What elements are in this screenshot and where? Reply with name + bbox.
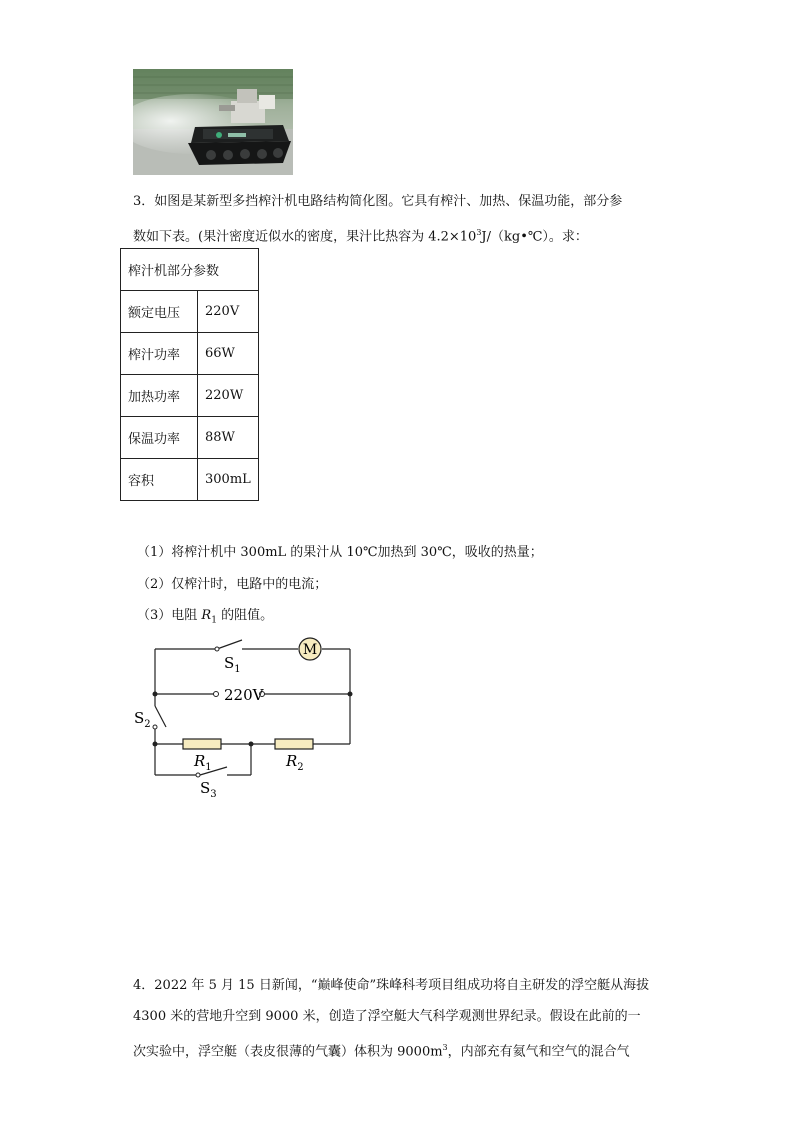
- q4-line3-text: 次实验中，浮空艇（表皮很薄的气囊）体积为 9000m: [133, 1044, 443, 1060]
- r1-label: [193, 752, 212, 773]
- table-cell-label: 榨汁功率: [121, 333, 198, 375]
- table-header-text: 榨汁机部分参数: [128, 264, 220, 279]
- table-cell-label: 容积: [121, 459, 198, 501]
- q4-line1: 4．2022 年 5 月 15 日新闻，“巅峰使命”珠峰科考项目组成功将自主研发的浮空艇从海拔: [133, 978, 650, 993]
- juicer-parameter-table: [120, 248, 259, 501]
- table-cell-value: 88W: [198, 417, 259, 459]
- resistor-r1: [183, 739, 221, 749]
- table-header-row: [121, 249, 259, 291]
- r1-label-sub: 1: [205, 762, 212, 773]
- r1-label-main: R: [194, 752, 206, 770]
- motor-label: M: [302, 642, 318, 658]
- s3-label-main: S: [200, 779, 211, 797]
- table-cell-label: 加热功率: [121, 375, 198, 417]
- s2-contact: [153, 725, 157, 729]
- s1-label-main: S: [224, 654, 235, 672]
- s1-label: [224, 654, 241, 675]
- q3-sub3-sub: 1: [211, 615, 217, 626]
- voltage-label: 220V: [224, 686, 264, 704]
- r2-label-main: R: [286, 752, 298, 770]
- table-cell-value: 220W: [198, 375, 259, 417]
- r2-label: [285, 752, 304, 773]
- q4-line3-sup: 3: [442, 1043, 448, 1052]
- q3-sub2: （2）仅榨汁时，电路中的电流；: [137, 577, 328, 592]
- table-cell-label: 额定电压: [121, 291, 198, 333]
- table-row: [121, 375, 259, 417]
- table-cell-value: 300mL: [198, 459, 259, 501]
- q3-line2-text: 数如下表。(果汁密度近似水的密度，果汁比热容为 4.2×10: [133, 229, 477, 245]
- s1-contact: [215, 647, 219, 651]
- table-row: [121, 333, 259, 375]
- s3-contact: [196, 773, 200, 777]
- s3-label: [200, 779, 217, 800]
- q3-sub1: （1）将榨汁机中 300mL 的果汁从 10℃加热到 30℃，吸收的热量；: [137, 545, 543, 560]
- q3-line2-sup: 3: [476, 228, 482, 237]
- q3-sub3-var: R: [201, 608, 212, 623]
- s2-label-main: S: [134, 709, 145, 727]
- table-header: [121, 249, 259, 291]
- q4-line2: 4300 米的营地升空到 9000 米，创造了浮空艇大气科学观测世界纪录。假设在此前的一: [133, 1009, 641, 1024]
- table-row: [121, 291, 259, 333]
- robot-vehicle-photo: [133, 69, 293, 175]
- q3-line2-tail: J/（kg•℃）。求：: [481, 229, 588, 245]
- q3-sub3-tail: 的阻值。: [216, 608, 274, 623]
- s3-label-sub: 3: [210, 789, 217, 800]
- r2-label-sub: 2: [297, 762, 304, 773]
- s2-label: [134, 709, 151, 730]
- circuit-diagram: [130, 630, 370, 805]
- q3-sub3-text: （3）电阻: [137, 608, 202, 623]
- s1-label-sub: 1: [234, 664, 241, 675]
- table-cell-value: 66W: [198, 333, 259, 375]
- switch-s1-blade: [217, 640, 242, 649]
- q3-sub3: [137, 604, 273, 626]
- q4-line3-tail: ，内部充有氦气和空气的混合气: [447, 1044, 630, 1060]
- switch-s2-blade: [155, 706, 166, 727]
- q4-line3: [133, 1032, 630, 1067]
- table-row: [121, 459, 259, 501]
- resistor-r2: [275, 739, 313, 749]
- q3-line1: 3．如图是某新型多挡榨汁机电路结构简化图。它具有榨汁、加热、保温功能，部分参: [133, 194, 623, 209]
- terminal-left: [214, 692, 219, 697]
- table-cell-value: 220V: [198, 291, 259, 333]
- s2-label-sub: 2: [144, 719, 151, 730]
- table-cell-label: 保温功率: [121, 417, 198, 459]
- table-row: [121, 417, 259, 459]
- robot-tank-photo-icon: [133, 69, 293, 175]
